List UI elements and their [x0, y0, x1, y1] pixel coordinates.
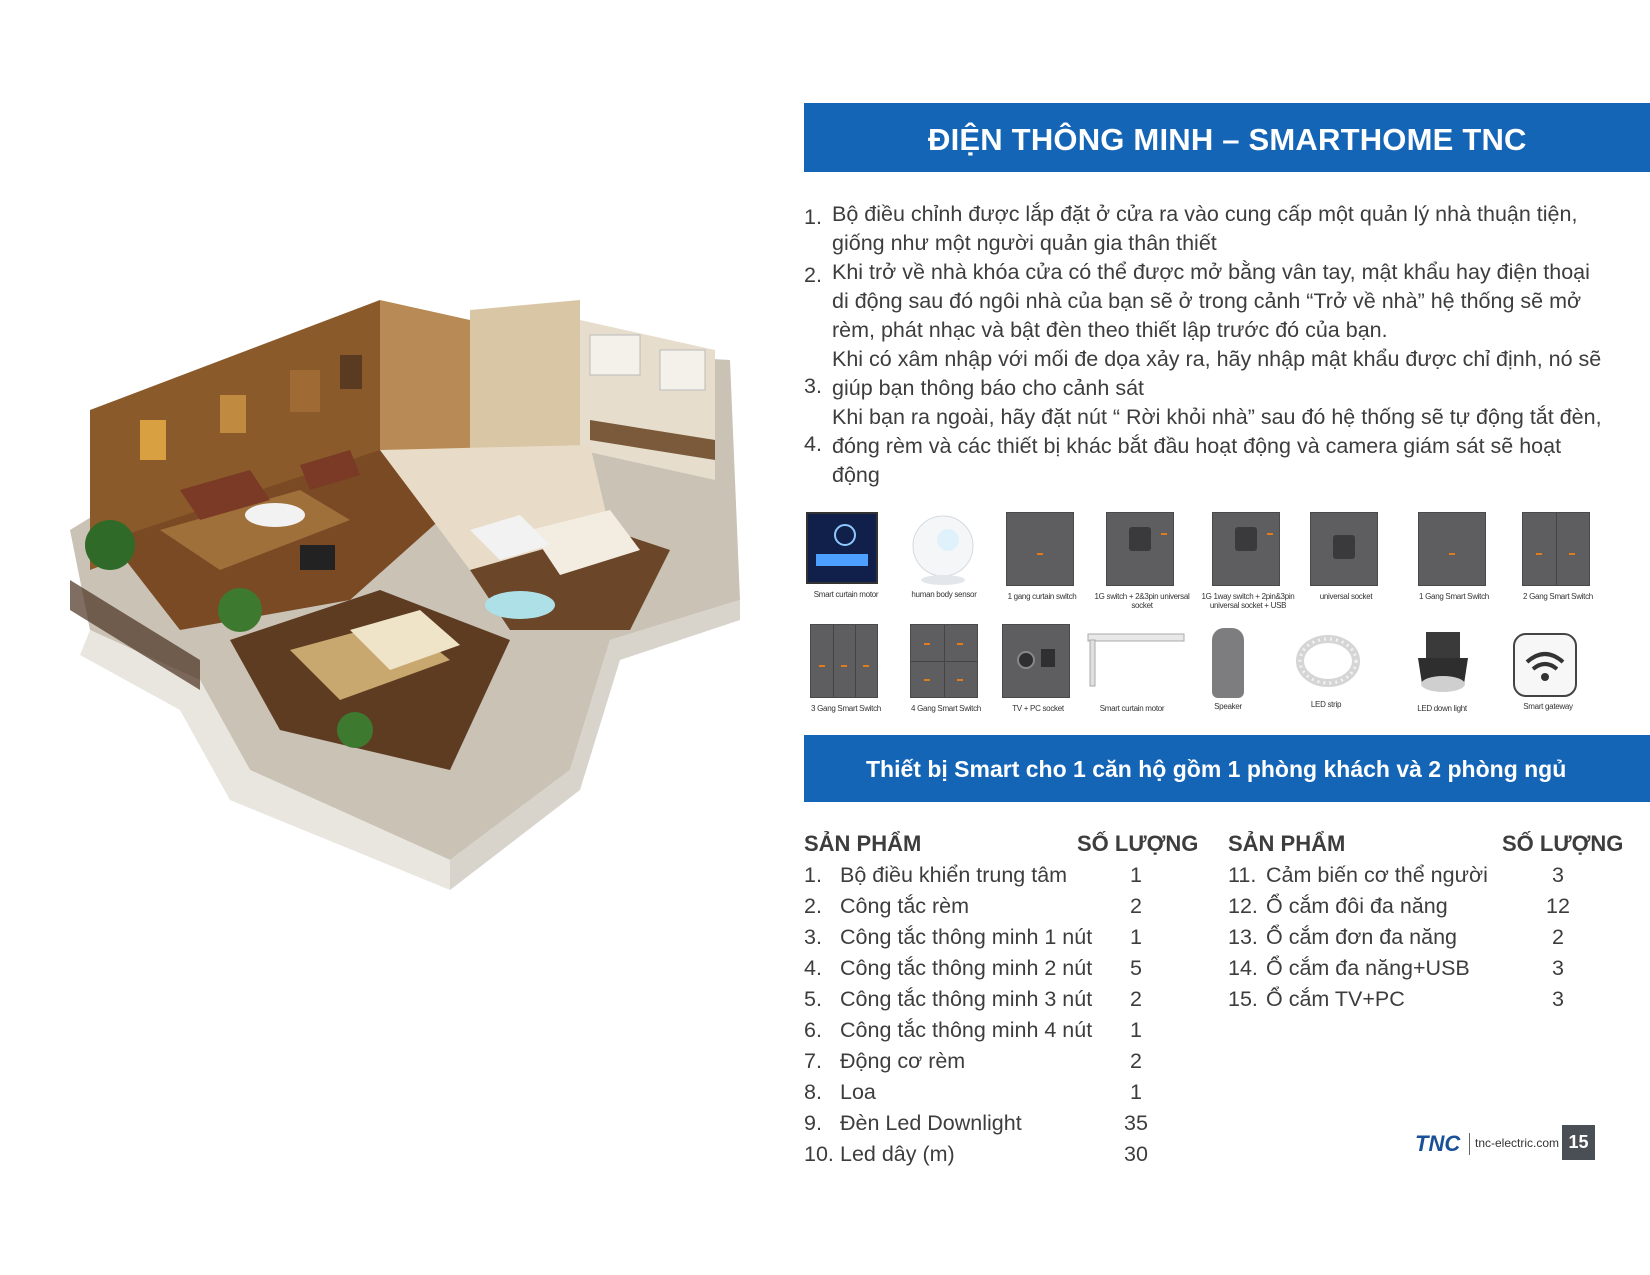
row-quantity: 12 [1546, 894, 1570, 918]
product-caption: 4 Gang Smart Switch [911, 704, 981, 713]
intro-text: Khi trở về nhà khóa cửa có thể được mở bằng vân tay, mật khẩu hay điện thoại di động sau đó ngôi nhà của bạn sẽ ở trong cảnh “Trở về nhà” hệ thống sẽ mở rèm, phát nhạc và bật đèn theo thiết lập trước đó của bạn. [832, 260, 1590, 342]
product-led-downlight [1394, 624, 1490, 734]
table-row [804, 1142, 1164, 1172]
product-caption: universal socket [1319, 592, 1373, 601]
row-product: Ổ cắm đơn đa năng [1266, 925, 1457, 949]
touch-panel-icon [806, 512, 878, 584]
row-product: Công tắc thông minh 3 nút [840, 987, 1093, 1011]
table-row [804, 987, 1164, 1017]
intro-item [804, 200, 1604, 258]
row-number: 3. [804, 925, 822, 949]
speaker-icon [1212, 628, 1244, 698]
footer-website: tnc-electric.com [1475, 1136, 1560, 1150]
table-row [1228, 863, 1608, 893]
product-caption: Smart curtain motor [813, 590, 879, 599]
title-banner [804, 103, 1650, 172]
row-number: 9. [804, 1111, 822, 1135]
product-caption: 2 Gang Smart Switch [1523, 592, 1593, 601]
switch-icon [1418, 512, 1486, 586]
product-caption: 1 Gang Smart Switch [1419, 592, 1489, 601]
switch-icon [1006, 512, 1074, 586]
row-quantity: 3 [1552, 863, 1564, 887]
row-quantity: 2 [1130, 987, 1142, 1011]
row-number: 2. [804, 894, 822, 918]
switch-2-icon [1522, 512, 1590, 586]
table-row [804, 894, 1164, 924]
row-number: 12. [1228, 894, 1258, 918]
tv-pc-socket-icon [1002, 624, 1070, 698]
product-caption: TV + PC socket [1012, 704, 1064, 713]
intro-item [804, 258, 1604, 345]
row-number: 1. [804, 863, 822, 887]
product-caption: human body sensor [911, 590, 977, 599]
curtain-rail-icon [1084, 630, 1188, 690]
row-product: Công tắc rèm [840, 894, 970, 918]
product-caption: Smart gateway [1523, 702, 1573, 711]
apartment-3d-floorplan-image [50, 300, 750, 890]
row-number: 13. [1228, 925, 1258, 949]
product-4gang-switch [898, 624, 994, 734]
row-product: Ổ cắm TV+PC [1266, 987, 1405, 1011]
row-product: Bộ điều khiển trung tâm [840, 863, 1068, 887]
tnc-logo: TNC [1415, 1131, 1461, 1156]
product-curtain-switch [994, 512, 1090, 622]
row-quantity: 1 [1130, 1080, 1142, 1104]
row-number: 10. [804, 1142, 834, 1166]
row-product: Công tắc thông minh 2 nút [840, 956, 1093, 980]
product-caption: Smart curtain motor [1099, 704, 1165, 713]
row-number: 6. [804, 1018, 822, 1042]
row-quantity: 2 [1552, 925, 1564, 949]
row-product: Đèn Led Downlight [840, 1111, 1022, 1135]
page-number-badge: 15 [1562, 1125, 1595, 1160]
table-row [804, 863, 1164, 893]
row-quantity: 5 [1130, 956, 1142, 980]
table-row [804, 956, 1164, 986]
product-tv-pc-socket [990, 624, 1086, 734]
product-sensor [896, 512, 992, 622]
row-quantity: 30 [1124, 1142, 1148, 1166]
row-number: 8. [804, 1080, 822, 1104]
table-row [1228, 925, 1608, 955]
product-caption: LED down light [1417, 704, 1467, 713]
row-number: 11. [1228, 863, 1257, 887]
downlight-icon [1408, 628, 1478, 700]
row-number: 5. [804, 987, 822, 1011]
table-row [1228, 956, 1608, 986]
product-caption: 1 gang curtain switch [1007, 592, 1077, 601]
row-product: Led dây (m) [840, 1142, 955, 1166]
table-row [1228, 987, 1608, 1017]
row-quantity: 1 [1130, 1018, 1142, 1042]
led-strip-icon [1296, 634, 1360, 688]
table-row [1228, 894, 1608, 924]
intro-number: 3. [804, 374, 822, 398]
row-quantity: 1 [1130, 863, 1142, 887]
row-product: Ổ cắm đa năng+USB [1266, 956, 1470, 980]
product-curtain-motor [1084, 624, 1180, 734]
product-switch-socket [1094, 512, 1190, 622]
row-quantity: 2 [1130, 894, 1142, 918]
intro-text: Khi có xâm nhập với mối đe dọa xảy ra, hãy nhập mật khẩu được chỉ định, nó sẽ giúp bạn thông báo cho cảnh sát [832, 347, 1602, 400]
product-smart-gateway [1500, 624, 1596, 734]
intro-text: Khi bạn ra ngoài, hãy đặt nút “ Rời khỏi nhà” sau đó hệ thống sẽ tự động tắt đèn, đóng rèm và các thiết bị khác bắt đầu hoạt động và camera giám sát sẽ hoạt động [832, 405, 1602, 487]
table-row [804, 1080, 1164, 1110]
socket-switch-icon [1106, 512, 1174, 586]
socket-usb-icon [1212, 512, 1280, 586]
product-2gang-switch [1510, 512, 1606, 622]
subheader-title: Thiết bị Smart cho 1 căn hộ gồm 1 phòng khách và 2 phòng ngủ [866, 756, 1567, 782]
row-number: 14. [1228, 956, 1258, 980]
table-row [804, 925, 1164, 955]
row-number: 15. [1228, 987, 1258, 1011]
product-caption: 1G 1way switch + 2pin&3pin universal socket + USB [1201, 592, 1295, 610]
row-number: 7. [804, 1049, 822, 1073]
row-number: 4. [804, 956, 822, 980]
table-row [804, 1049, 1164, 1079]
row-product: Động cơ rèm [840, 1049, 966, 1073]
row-product: Loa [840, 1080, 876, 1104]
subheader-banner [804, 735, 1650, 802]
sensor-icon [908, 514, 978, 586]
table-header-product: SẢN PHẨM [1228, 831, 1346, 856]
table-row [804, 1111, 1164, 1141]
product-socket-usb [1200, 512, 1296, 622]
table-header-product: SẢN PHẨM [804, 831, 922, 856]
row-quantity: 3 [1552, 987, 1564, 1011]
row-product: Công tắc thông minh 1 nút [840, 925, 1093, 949]
table-header-quantity: SỐ LƯỢNG [1502, 831, 1624, 856]
product-speaker [1180, 624, 1276, 734]
footer-divider [1469, 1133, 1470, 1155]
switch-4-icon [910, 624, 978, 698]
product-3gang-switch [798, 624, 894, 734]
product-led-strip [1278, 624, 1374, 734]
wifi-gateway-icon [1512, 632, 1578, 698]
switch-3-icon [810, 624, 878, 698]
product-universal-socket [1298, 512, 1394, 622]
product-caption: 3 Gang Smart Switch [811, 704, 881, 713]
row-quantity: 3 [1552, 956, 1564, 980]
product-caption: LED strip [1310, 700, 1342, 709]
intro-number: 2. [804, 263, 822, 287]
row-quantity: 1 [1130, 925, 1142, 949]
row-product: Cảm biến cơ thể người [1266, 863, 1488, 887]
table-row [804, 1018, 1164, 1048]
intro-text: Bộ điều chỉnh được lắp đặt ở cửa ra vào cung cấp một quản lý nhà thuận tiện, giống như một người quản gia thân thiết [832, 202, 1578, 255]
intro-item [804, 345, 1604, 403]
intro-number: 4. [804, 432, 822, 456]
socket-icon [1310, 512, 1378, 586]
product-caption: 1G switch + 2&3pin universal socket [1094, 592, 1190, 610]
row-product: Ổ cắm đôi đa năng [1266, 894, 1448, 918]
intro-number: 1. [804, 205, 822, 229]
product-touch-panel [798, 512, 894, 622]
row-product: Công tắc thông minh 4 nút [840, 1018, 1093, 1042]
table-header-quantity: SỐ LƯỢNG [1077, 831, 1199, 856]
row-quantity: 35 [1124, 1111, 1148, 1135]
product-caption: Speaker [1214, 702, 1242, 711]
row-quantity: 2 [1130, 1049, 1142, 1073]
product-1gang-switch [1406, 512, 1502, 622]
page-title: ĐIỆN THÔNG MINH – SMARTHOME TNC [928, 122, 1527, 157]
intro-item [804, 403, 1604, 490]
